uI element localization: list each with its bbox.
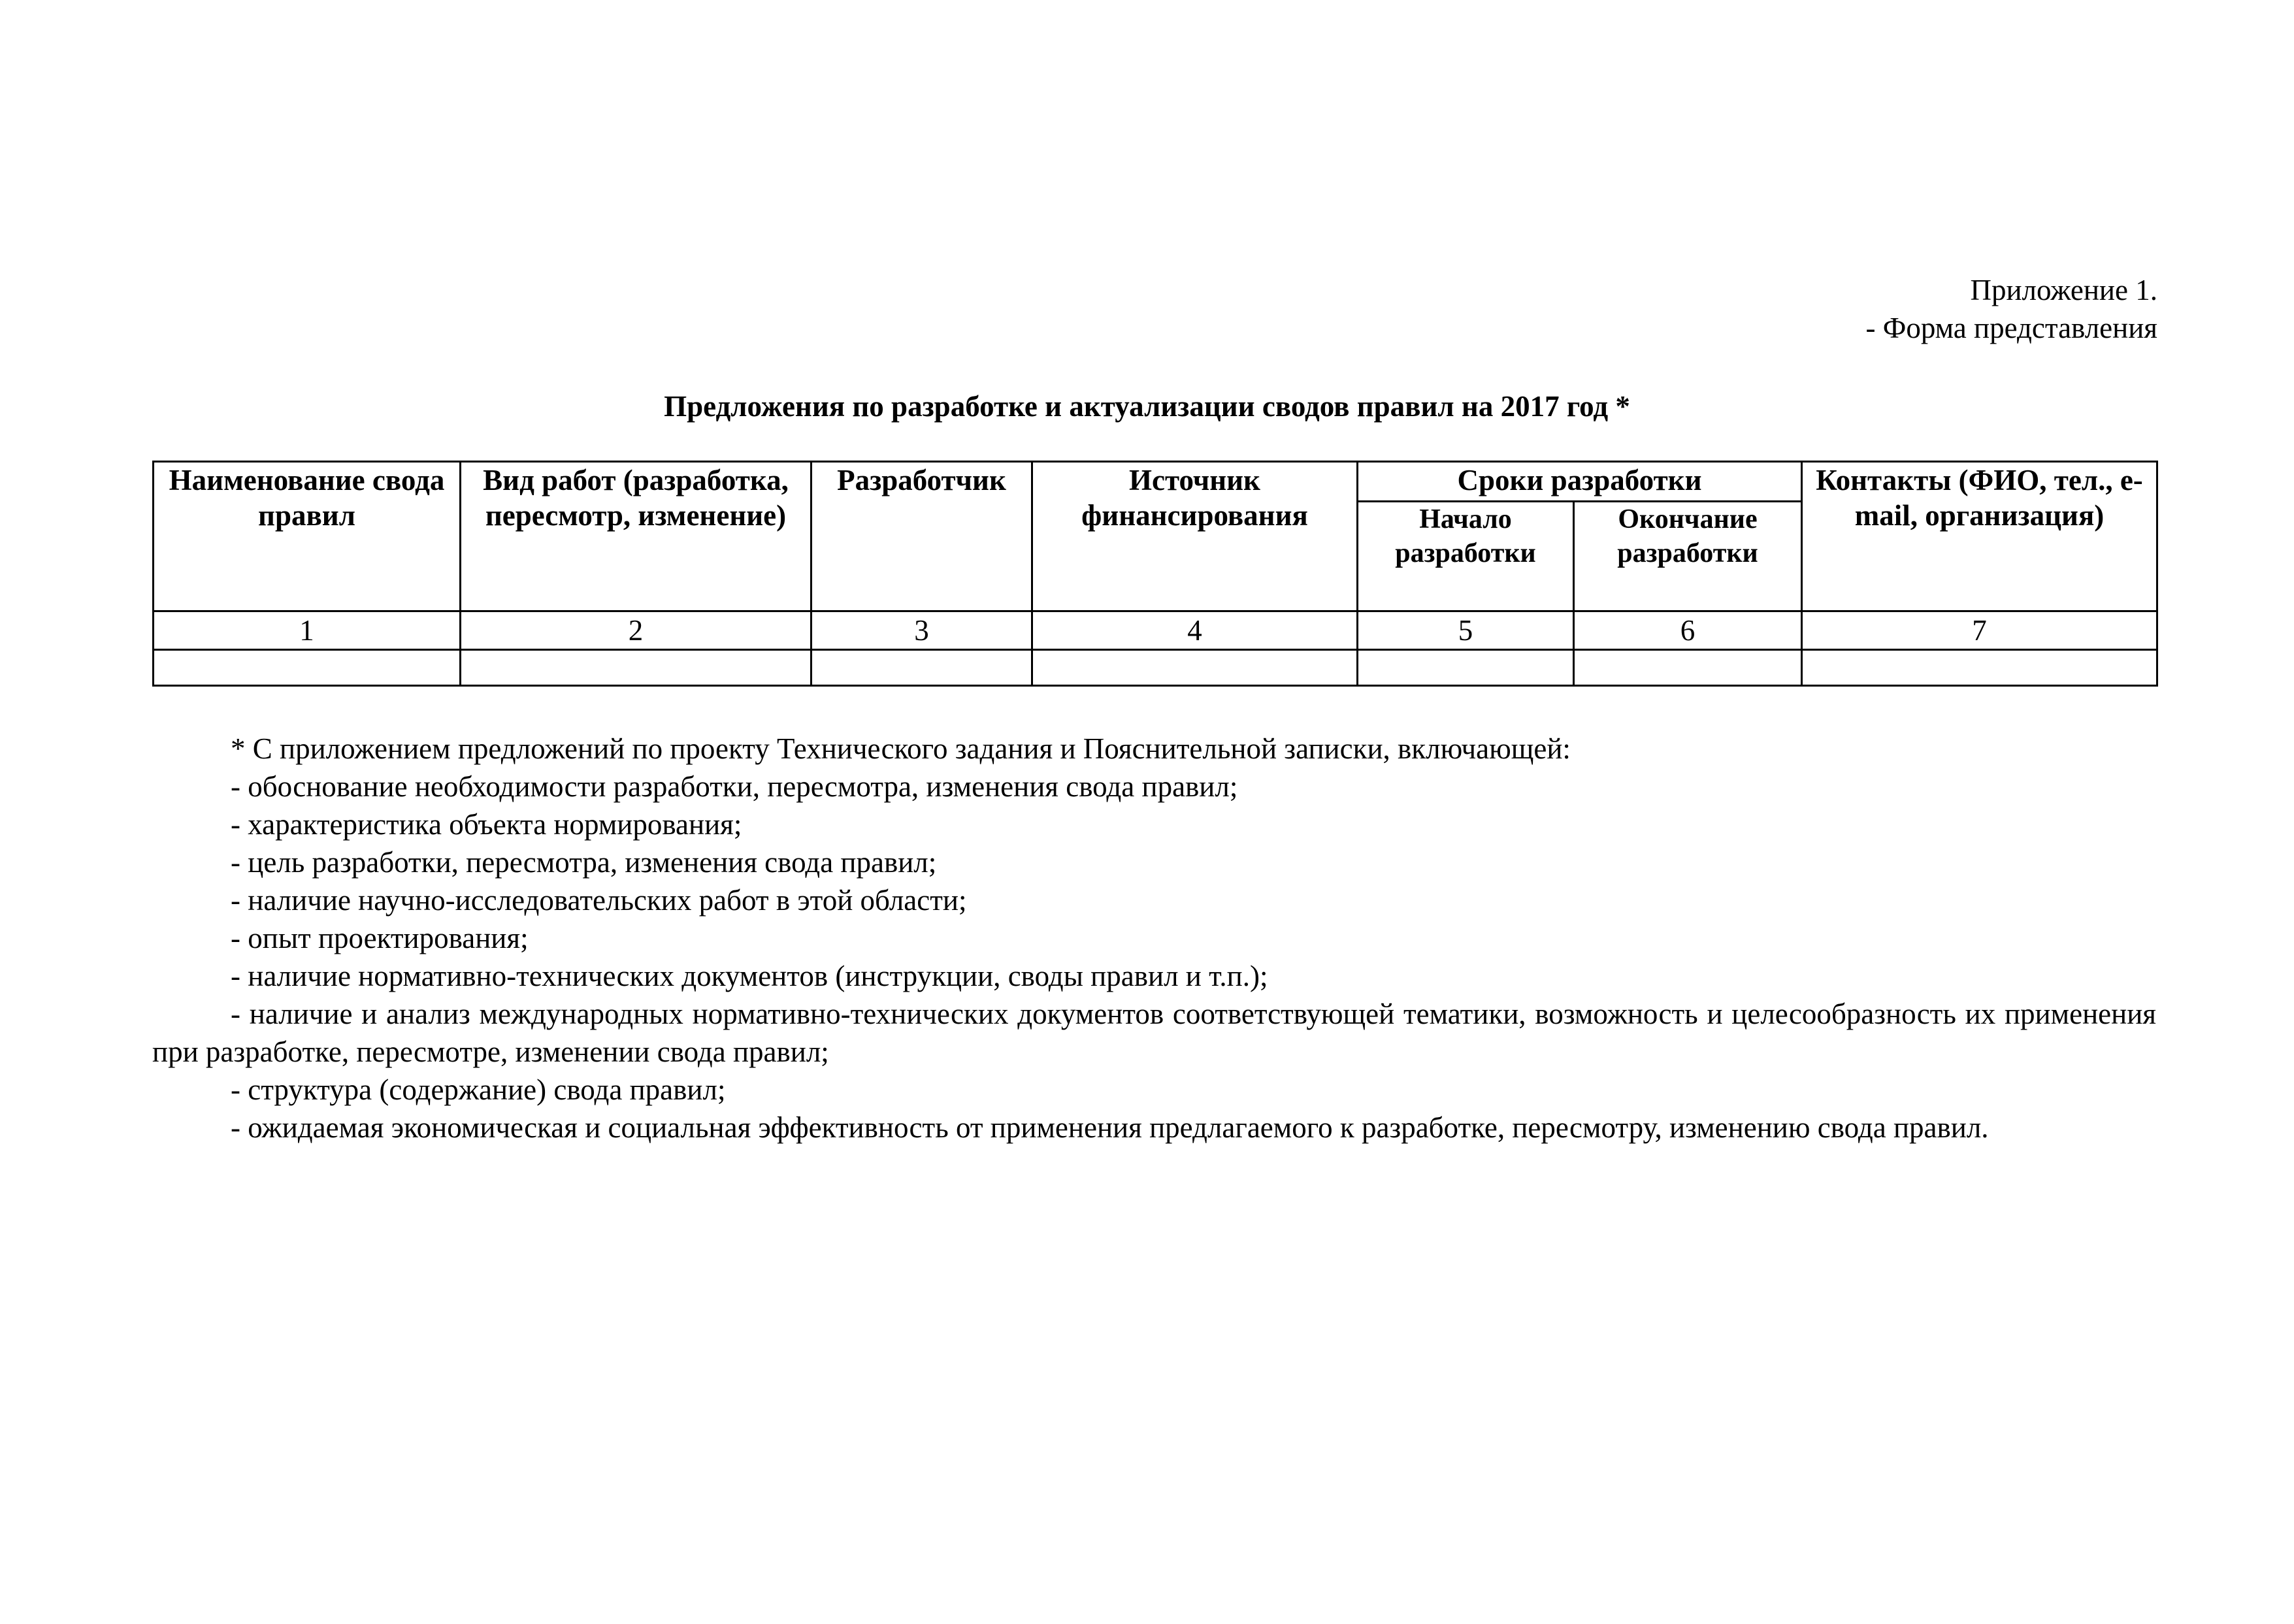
column-number: 5	[1358, 611, 1574, 650]
header-start: Начало разработки	[1358, 502, 1574, 611]
list-item: - структура (содержание) свода правил;	[231, 1073, 726, 1106]
column-number: 2	[461, 611, 811, 650]
table-cell	[1574, 650, 1802, 686]
header-terms: Сроки разработки	[1358, 462, 1802, 502]
list-item: - наличие и анализ международных нормативно-технических документов соответствующей тематики, возможность и целесообразность их применения при разработке, пересмотре, изменении свода правил;	[152, 998, 2156, 1068]
document-title: Предложения по разработке и актуализации сводов правил на 2017 год *	[664, 390, 1630, 423]
header-contacts: Контакты (ФИО, тел., e-mail, организация)	[1802, 462, 2157, 611]
table-cell	[461, 650, 811, 686]
list-item: - опыт проектирования;	[231, 922, 529, 954]
list-item: - обоснование необходимости разработки, пересмотра, изменения свода правил;	[231, 770, 1238, 803]
list-item: - ожидаемая экономическая и социальная эффективность от применения предлагаемого к разработке, пересмотру, изменению свода правил.	[231, 1111, 1989, 1144]
table-cell	[1802, 650, 2157, 686]
footnote	[152, 730, 2156, 1146]
table-cell	[154, 650, 461, 686]
header-developer: Разработчик	[811, 462, 1032, 611]
list-item: - наличие нормативно-технических документов (инструкции, своды правил и т.п.);	[231, 960, 1268, 992]
column-number: 6	[1574, 611, 1802, 650]
header-name: Наименование свода правил	[154, 462, 461, 611]
header-end: Окончание разработки	[1574, 502, 1802, 611]
appendix-header	[1866, 271, 2157, 347]
header-funding: Источник финансирования	[1032, 462, 1358, 611]
footnote-intro: * С приложением предложений по проекту Технического задания и Пояснительной записки, включающей:	[231, 732, 1571, 765]
table-cell	[1032, 650, 1358, 686]
column-number: 7	[1802, 611, 2157, 650]
column-number: 1	[154, 611, 461, 650]
table-cell	[1358, 650, 1574, 686]
column-numbers-row	[154, 611, 2157, 650]
table-cell	[811, 650, 1032, 686]
header-work-type: Вид работ (разработка, пересмотр, изменение)	[461, 462, 811, 611]
appendix-label: Приложение 1.	[1970, 274, 2157, 306]
proposals-table	[152, 461, 2158, 687]
form-label: - Форма представления	[1865, 312, 2157, 344]
column-number: 4	[1032, 611, 1358, 650]
column-number: 3	[811, 611, 1032, 650]
list-item: - наличие научно-исследовательских работ в этой области;	[231, 884, 967, 917]
list-item: - характеристика объекта нормирования;	[231, 808, 742, 841]
list-item: - цель разработки, пересмотра, изменения свода правил;	[231, 846, 937, 879]
empty-data-row	[154, 650, 2157, 686]
